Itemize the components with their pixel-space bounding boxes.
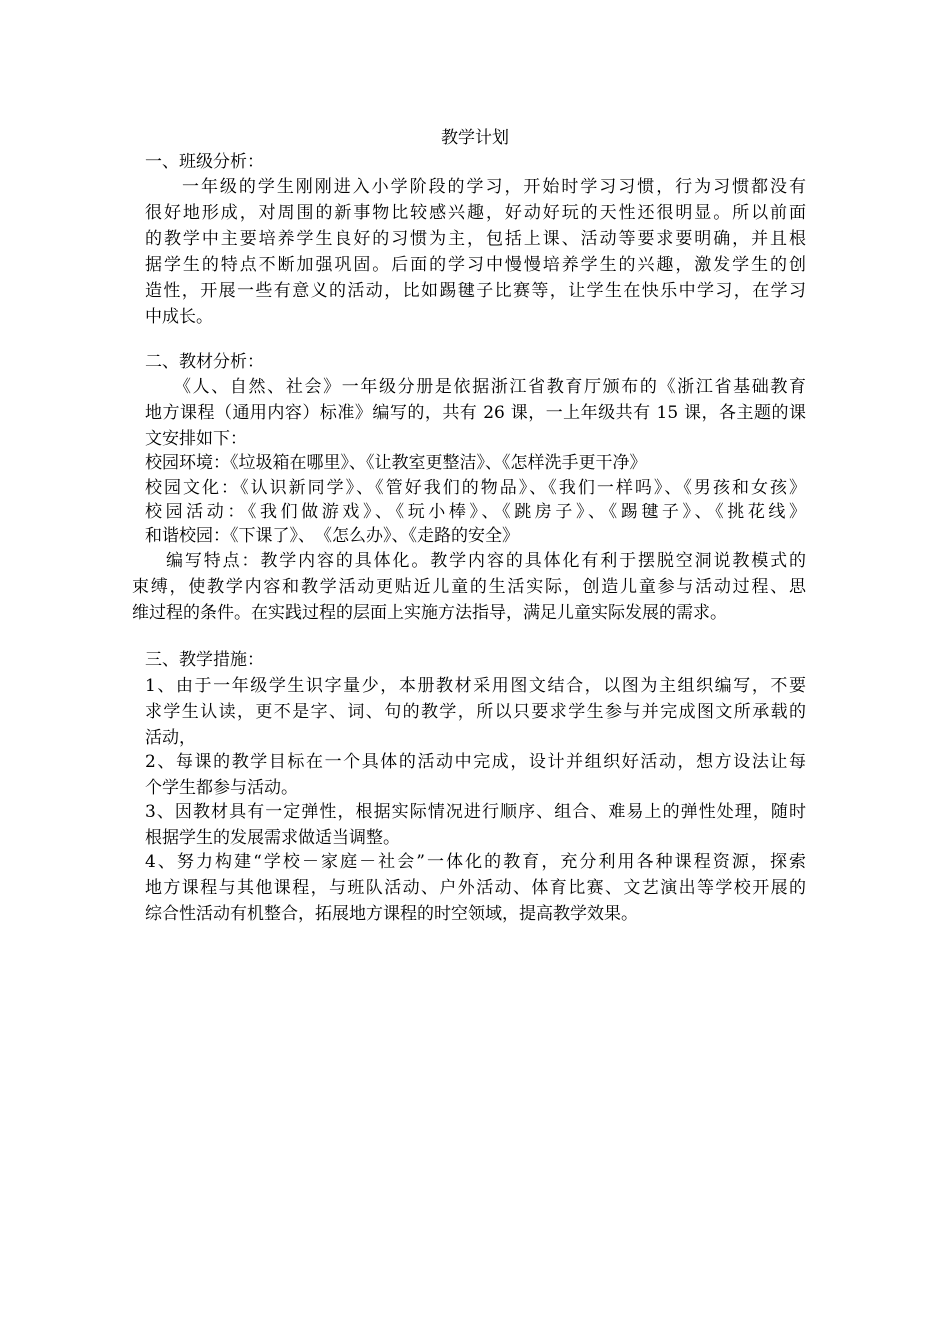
- list-item-line: 个学生都参与活动。: [145, 778, 298, 798]
- paragraph-line: 的教学中主要培养学生良好的习惯为主，包括上课、活动等要求要明确，并且根: [145, 229, 806, 249]
- paragraph-line: 中成长。: [145, 307, 213, 327]
- theme-line-campus-culture: 校园文化：《认识新同学》、《管好我们的物品》、《我们一样吗》、《男孩和女孩》: [145, 478, 806, 498]
- list-item-line: 活动，: [145, 728, 196, 748]
- document-title: 教学计划: [441, 128, 509, 148]
- section-heading-class-analysis: 一、班级分析：: [145, 152, 264, 172]
- list-item-line: 2、每课的教学目标在一个具体的活动中完成，设计并组织好活动，想方设法让每: [145, 752, 806, 772]
- paragraph-line: 一年级的学生刚刚进入小学阶段的学习，开始时学习习惯，行为习惯都没有: [182, 177, 806, 197]
- paragraph-line: 很好地形成，对周围的新事物比较感兴趣，好动好玩的天性还很明显。所以前面: [145, 203, 806, 223]
- list-item-line: 地方课程与其他课程，与班队活动、户外活动、体育比赛、文艺演出等学校开展的: [145, 878, 806, 898]
- section-heading-teaching-measures: 三、教学措施：: [145, 650, 264, 670]
- list-item-line: 4、努力构建“学校－家庭－社会”一体化的教育，充分利用各种课程资源，探索: [145, 852, 806, 872]
- theme-line-harmonious-campus: 和谐校园：《下课了》、 《怎么办》、《走路的安全》: [145, 526, 519, 546]
- paragraph-line: 束缚，使教学内容和教学活动更贴近儿童的生活实际，创造儿童参与活动过程、思: [132, 577, 806, 597]
- paragraph-line: 文安排如下：: [145, 429, 247, 449]
- section-heading-textbook-analysis: 二、教材分析：: [145, 352, 264, 372]
- list-item-line: 1、由于一年级学生识字量少，本册教材采用图文结合，以图为主组织编写，不要: [145, 676, 806, 696]
- theme-line-campus-activities: 校园活动：《我们做游戏》、《玩小棒》、《跳房子》、《踢毽子》、《挑花线》: [145, 502, 806, 522]
- list-item-line: 综合性活动有机整合，拓展地方课程的时空领域，提高教学效果。: [145, 904, 638, 924]
- theme-line-campus-environment: 校园环境：《垃圾箱在哪里》、《让教室更整洁》、《怎样洗手更干净》: [145, 453, 647, 473]
- list-item-line: 求学生认读，更不是字、词、句的教学，所以只要求学生参与并完成图文所承载的: [145, 702, 806, 722]
- paragraph-line: 造性，开展一些有意义的活动，比如踢毽子比赛等，让学生在快乐中学习，在学习: [145, 281, 806, 301]
- paragraph-line: 《人、自然、社会》一年级分册是依据浙江省教育厅颁布的《浙江省基础教育: [174, 377, 806, 397]
- paragraph-line: 维过程的条件。在实践过程的层面上实施方法指导，满足儿童实际发展的需求。: [132, 603, 727, 623]
- list-item-line: 3、因教材具有一定弹性，根据实际情况进行顺序、组合、难易上的弹性处理，随时: [145, 802, 806, 822]
- list-item-line: 根据学生的发展需求做适当调整。: [145, 828, 400, 848]
- paragraph-line: 地方课程（通用内容）标准》编写的，共有 26 课，一上年级共有 15 课，各主题的课: [145, 403, 806, 423]
- paragraph-line: 据学生的特点不断加强巩固。后面的学习中慢慢培养学生的兴趣，激发学生的创: [145, 255, 806, 275]
- paragraph-line: 编写特点：教学内容的具体化。教学内容的具体化有利于摆脱空洞说教模式的: [166, 551, 806, 571]
